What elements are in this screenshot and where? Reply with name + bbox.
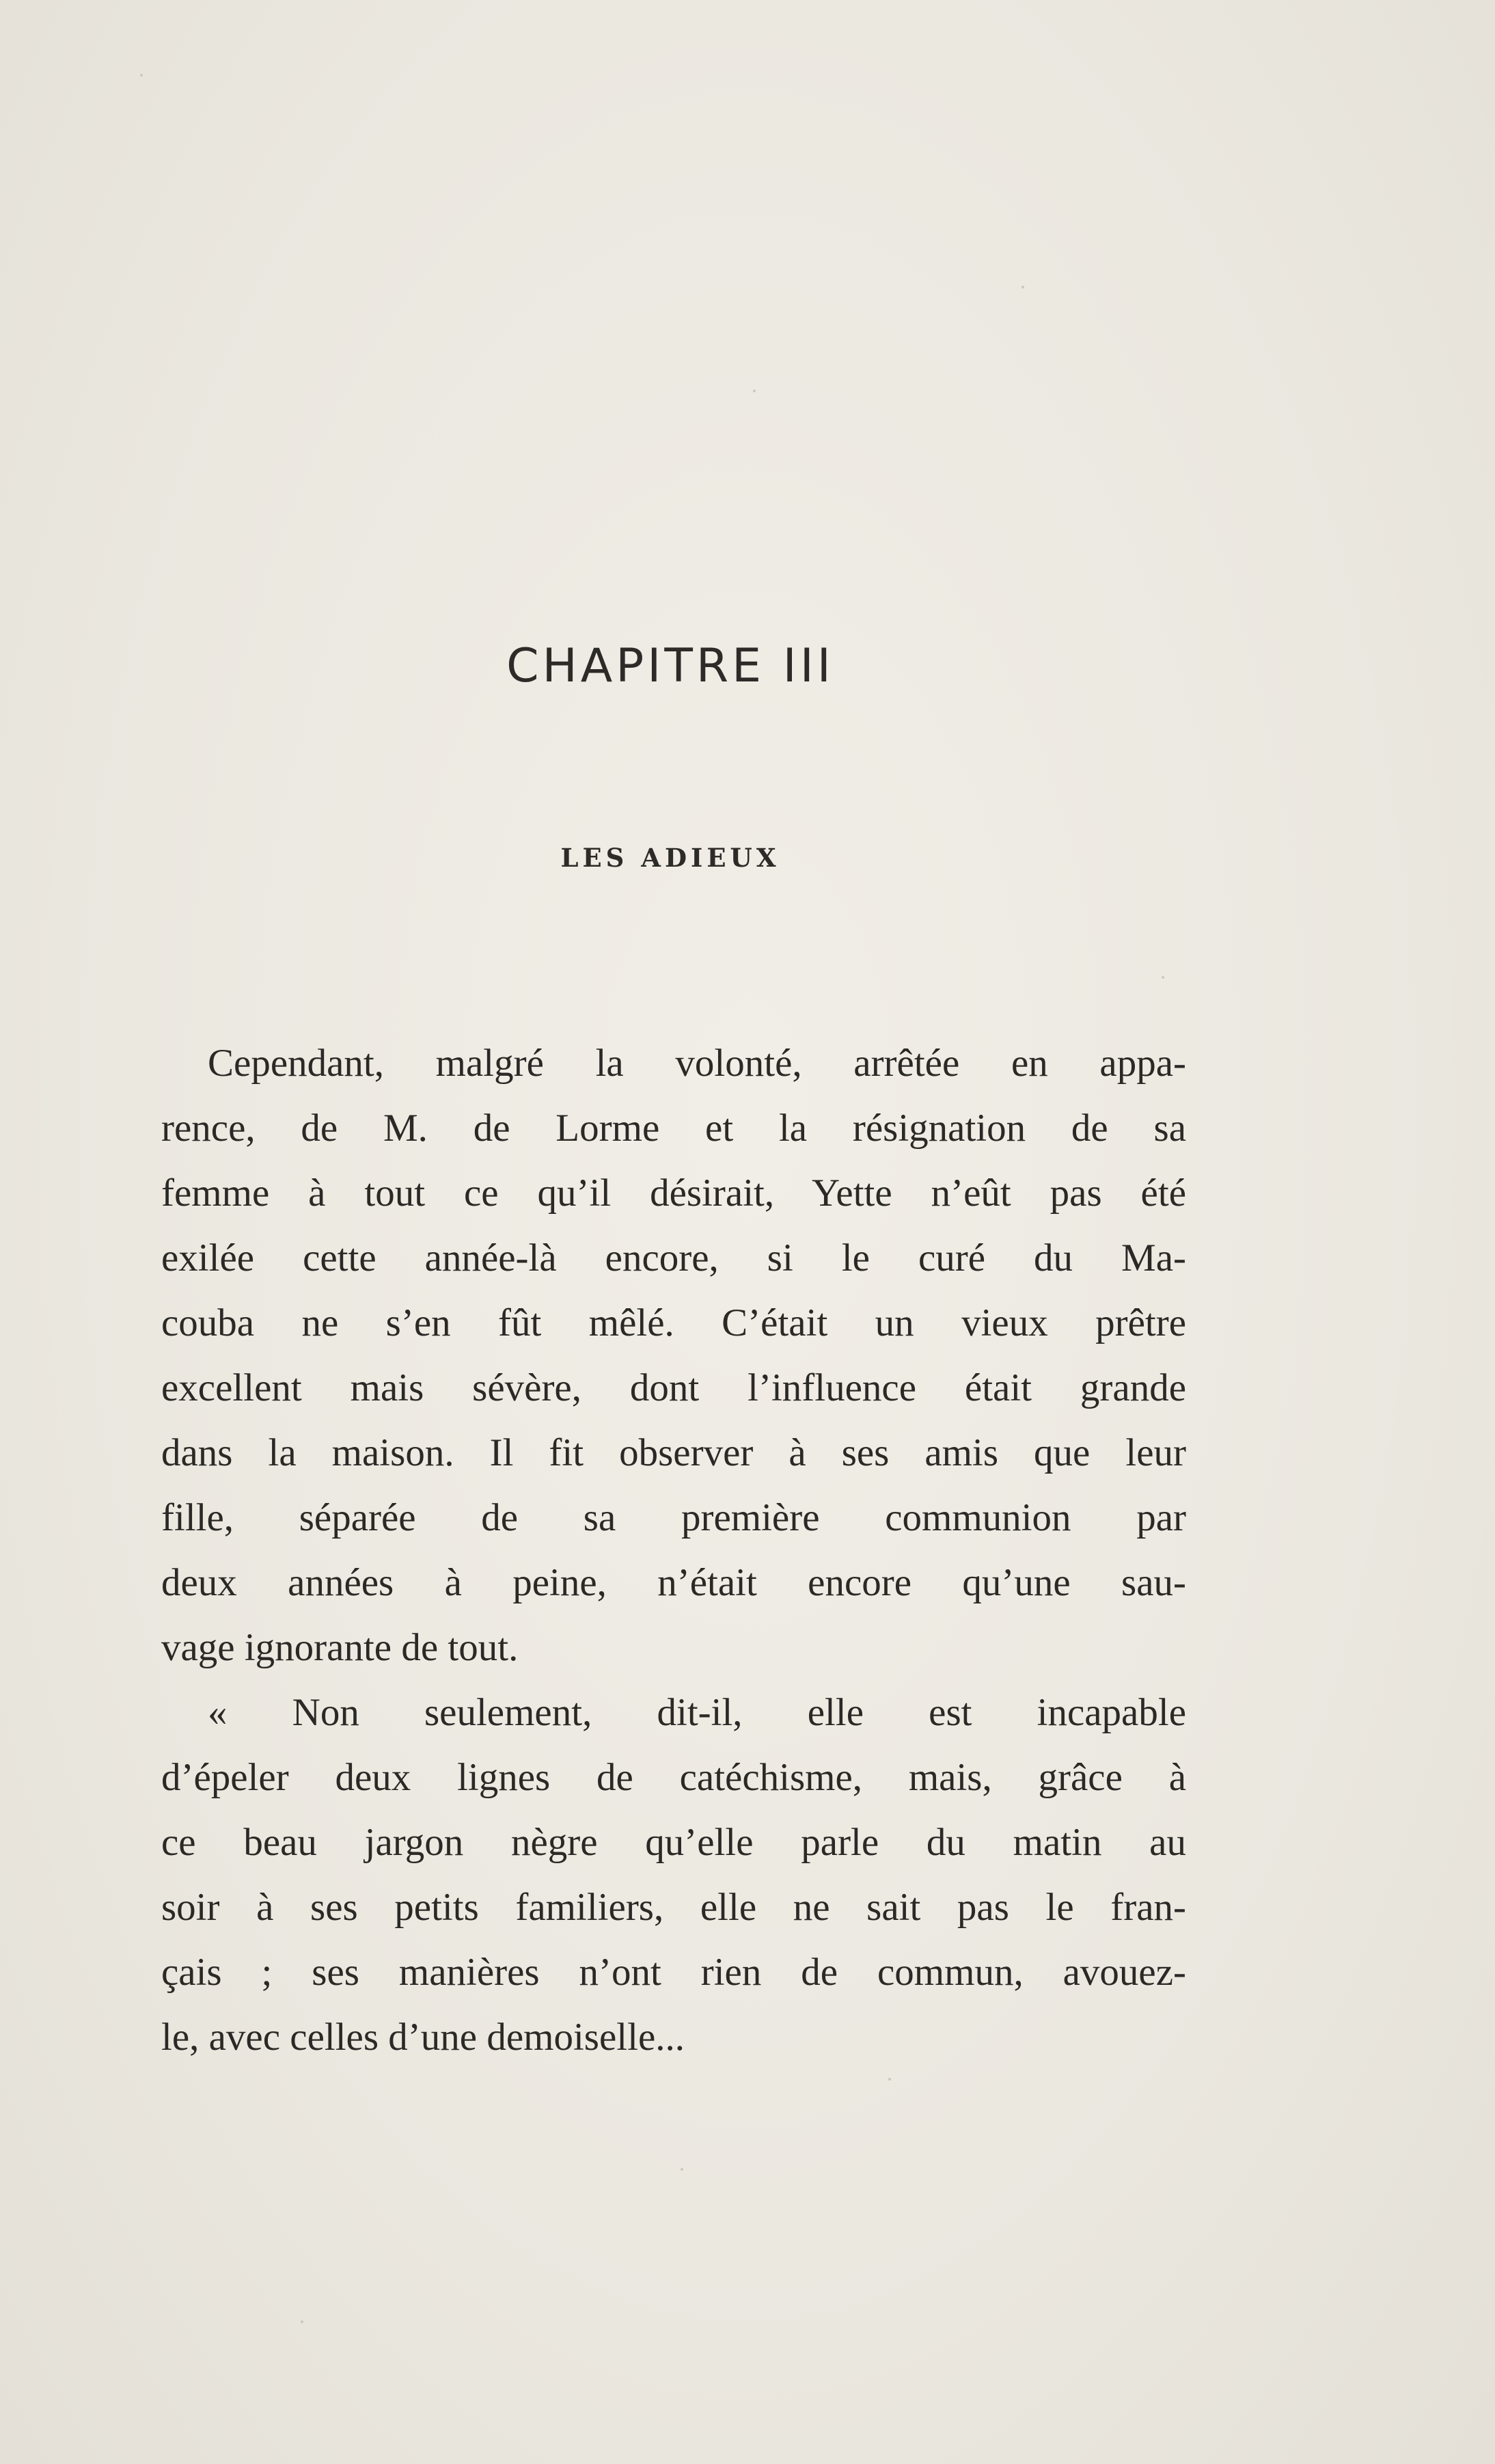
paper-speck — [1021, 286, 1024, 288]
text-line: le, avec celles d’une demoiselle... — [161, 2016, 685, 2059]
paper-speck — [301, 2320, 303, 2323]
text-line: « Non seulement, dit-il, elle est incapable — [208, 1691, 1186, 1734]
text-line: Cependant, malgré la volonté, arrêtée en appa- — [208, 1042, 1186, 1085]
text-line: çais ; ses manières n’ont rien de commun, avouez- — [161, 1951, 1186, 1994]
text-line: ce beau jargon nègre qu’elle parle du matin au — [161, 1821, 1186, 1864]
paper-speck — [753, 390, 756, 392]
text-line: rence, de M. de Lorme et la résignation de sa — [161, 1107, 1186, 1150]
text-line: couba ne s’en fût mêlé. C’était un vieux prêtre — [161, 1301, 1186, 1344]
chapter-body — [161, 1031, 1186, 2070]
paper-speck — [1162, 976, 1164, 979]
text-line: deux années à peine, n’était encore qu’une sau- — [161, 1561, 1186, 1604]
text-line: soir à ses petits familiers, elle ne sait pas le fran- — [161, 1886, 1186, 1929]
text-line: fille, séparée de sa première communion par — [161, 1496, 1186, 1539]
text-line: vage ignorante de tout. — [161, 1626, 519, 1669]
paper-speck — [681, 2168, 683, 2171]
text-line: exilée cette année-là encore, si le curé du Ma- — [161, 1236, 1186, 1280]
paper-speck — [140, 74, 143, 77]
chapter-subtitle: LES ADIEUX — [560, 843, 780, 873]
paper-speck — [888, 2078, 891, 2081]
chapter-title: CHAPITRE III — [506, 639, 834, 693]
text-line: d’épeler deux lignes de catéchisme, mais, grâce à — [161, 1756, 1186, 1799]
text-line: dans la maison. Il fit observer à ses amis que leur — [161, 1431, 1186, 1474]
text-line: excellent mais sévère, dont l’influence était grande — [161, 1366, 1186, 1409]
text-line: femme à tout ce qu’il désirait, Yette n’eût pas été — [161, 1172, 1186, 1215]
